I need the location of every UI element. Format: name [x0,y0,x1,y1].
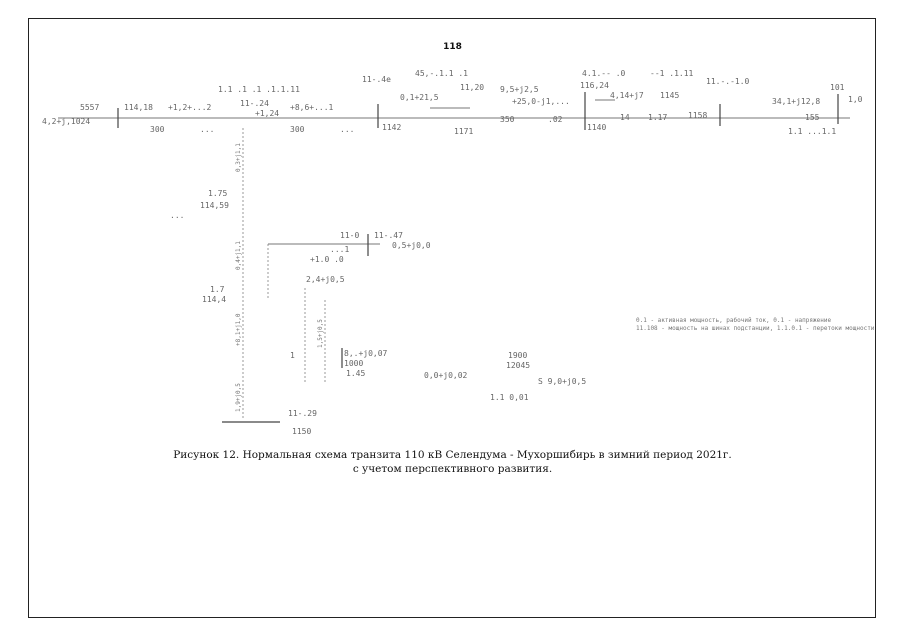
label: S 9,0+j0,5 [538,377,587,386]
label: 114,59 [200,201,229,210]
label: +1,2+...2 [168,103,212,112]
caption-line-2: с учетом перспективного развития. [352,463,553,475]
label: 1.1 .1 .1 .1.1.11 [218,85,300,94]
label: +1.0 .0 [310,255,344,264]
label: 8,.+j0,07 [344,349,388,358]
label: 114,4 [202,295,227,304]
label: 11-.29 [288,409,317,418]
caption-line-1: Рисунок 12. Нормальная схема транзита 110 кВ Селендума - Мухоршибирь в зимний период 2021г. [173,449,732,461]
label: 34,1+j12,8 [772,97,821,106]
label: 4,14+j7 [610,91,644,100]
label: .02 [548,115,563,124]
label: 116,24 [580,81,609,90]
label: 1140 [587,123,607,132]
label: 1.7 [210,285,225,294]
label: 1,5+j0,5 [317,319,324,348]
label: 101 [830,83,845,92]
label: 1 [290,351,295,360]
label: 4.1.-- .0 [582,69,626,78]
label: 12045 [506,361,531,370]
label: 1.17 [648,113,668,122]
label: 1145 [660,91,680,100]
label: 1,9+j0,5 [235,383,242,412]
label: 45,-.1.1 .1 [415,69,468,78]
label: 9,5+j2,5 [500,85,539,94]
label: 0,0+j0,02 [424,371,468,380]
label: 11-.24 [240,99,269,108]
label: 4,2+j,1024 [42,117,91,126]
label: 11-.47 [374,231,403,240]
label: --1 .1.11 [650,69,694,78]
page-number: 118 [443,42,462,52]
label: ...1 [330,245,350,254]
label: 5557 [80,103,100,112]
label: ... [340,125,355,134]
label: +8,1+j1,0 [235,313,242,346]
label: 1.45 [346,369,366,378]
label: +25,0-j1,... [512,97,570,106]
label: 14 [620,113,630,122]
label: 1142 [382,123,402,132]
label: 11-0 [340,231,360,240]
label: 0,1+21,5 [400,93,439,102]
label: +8,6+...1 [290,103,334,112]
label: 1000 [344,359,364,368]
label: 1.1 0,01 [490,393,529,402]
label: 11-.4e [362,75,391,84]
label: ... [170,211,185,220]
label: 2,4+j0,5 [306,275,345,284]
label: 1150 [292,427,312,436]
legend-line-1: 0.1 - активная мощность, рабочий ток, 0.1 - напряжение [636,317,832,324]
label: 1900 [508,351,528,360]
label: 11.-.-1.0 [706,77,750,86]
figure-caption [0,448,905,476]
label: 0,4+j1,1 [235,241,242,270]
label: 1.1 ...1.1 [788,127,837,136]
legend-line-2: 11.108 - мощность на шинах подстанции, 1.1.0.1 - перетоки мощности [636,325,875,332]
label: 155 [805,113,820,122]
label: 1158 [688,111,708,120]
label: ... [200,125,215,134]
label: 0,3+j1,1 [235,143,242,172]
label: 1,0 [848,95,863,104]
label: 300 [290,125,305,134]
label: 1.75 [208,189,228,198]
label: 11,20 [460,83,485,92]
label: 300 [150,125,165,134]
label: +1,24 [255,109,280,118]
label: 114,18 [124,103,153,112]
label: 1171 [454,127,474,136]
label: 0,5+j0,0 [392,241,431,250]
label: 350 [500,115,515,124]
